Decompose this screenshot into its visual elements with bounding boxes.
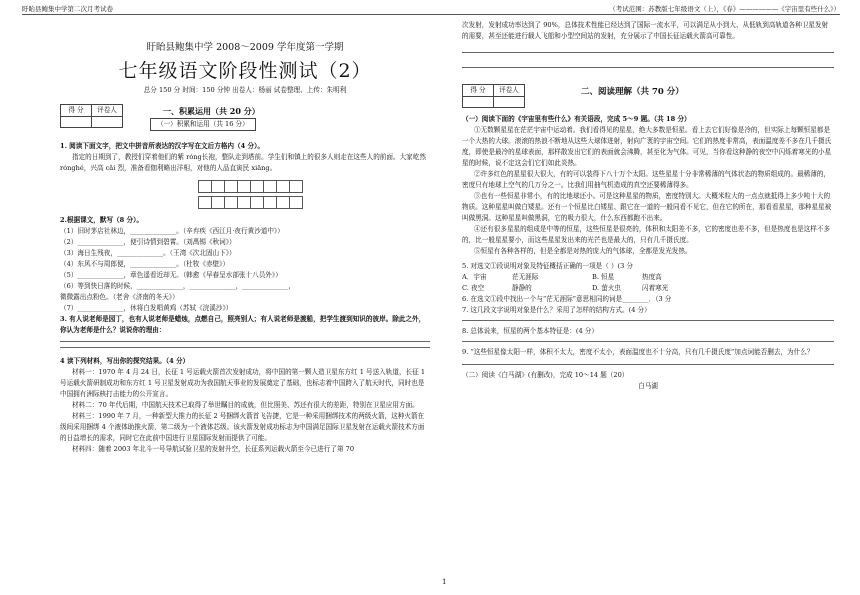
header-scope: （考试范围：苏教版七年级语文（上），《春》——————《宇宙里有些什么》） — [609, 5, 840, 13]
answer-line[interactable] — [462, 320, 834, 321]
q2-line: 微微露出点粉色。（老舍《济南的冬天》） — [60, 293, 179, 301]
q5-option-desc: 静静的 — [512, 284, 532, 292]
reading1-paragraph: ②许多红色的星星很大很大，有的可以装得下八十万个太阳。这些星星十分非常稀薄的气体状态的物质组成的。最稀薄的，密度只有地球上空气的几万分之一。比我们用抽气机造成的真空还要稀薄得多。 — [462, 170, 831, 189]
q4-heading: 4 读下列材料，写出你的探究结果。（4 分） — [60, 357, 190, 365]
q5-options — [462, 272, 834, 294]
answer-line[interactable] — [462, 341, 834, 342]
q1-heading: 1. 阅读下面文字，把文中拼音所表达的汉字写在文后方格内（4 分）。 — [60, 142, 264, 150]
answer-line[interactable] — [462, 67, 834, 68]
score-cell[interactable] — [463, 97, 494, 108]
section2-title: 二、阅读理解（共 70 分） — [581, 87, 684, 97]
answer-line[interactable] — [462, 364, 834, 365]
page-header — [0, 0, 860, 14]
q2-line: （6）等到快日落的时候，______________，______________，______________， — [60, 282, 295, 290]
q5-text: 5. 对选文①段说明对象及特征概括正确的一项是（ ）(3 分 — [462, 262, 634, 270]
answer-line[interactable] — [60, 347, 430, 348]
section1-subtitle: （一）积累和运用（共 16 分） — [150, 118, 256, 131]
q5-option[interactable]: B. 恒星 — [592, 273, 615, 281]
q5-option-desc: 闪着寒光 — [642, 284, 669, 292]
q4-material: 材料三：1990 年 7 月，一种新型大推力的长征 2 号捆绑火箭首飞告捷，它是一种采用捆绑技术的两级火箭，这种火箭在级间采用捆绑 4 个液体助推火箭，第二级为一个液体芯级。该火箭发射成功标志为中国满足国际卫星发射在运载火箭技术方面的日益增长的需求，同时它在此前中国进行卫星国际发射而提供了可能。 — [60, 412, 425, 442]
exam-meta: 总分 150 分 时间：150 分钟 出卷人：杨丽 试卷整理、上传：朱明利 — [143, 86, 347, 94]
grader-cell[interactable] — [494, 97, 525, 108]
q5-option[interactable]: D. 萤火虫 — [592, 284, 622, 292]
school-line: 盱眙县鲍集中学 2008～2009 学年度第一学期 — [146, 42, 344, 53]
right-column — [462, 20, 834, 392]
section1-title: 一、积累运用（共 20 分） — [163, 106, 260, 116]
q7-text: 7. 这几段文字说明对象是什么？采用了怎样的结构方式。(4 分） — [462, 306, 651, 314]
q4-material: 材料四：随着 2003 年北斗一号导航试验卫星的发射升空，长征系列运载火箭至今已进行了第 70 — [72, 445, 355, 453]
q2-line: （7）______________，休将白发唱黄鸡（苏轼《浣溪沙》） — [60, 304, 233, 312]
header-rule — [22, 14, 840, 15]
q1-passage: 指定的日期到了，教授们穿着他们的紫 róng长袍，整队走到塔前。学生们和镇上的很多人则走在这些人的前面。大家屹然 rónghé，兴高 cǎi 烈，准备看伽利略出洋相，对他的人品直寅民 xiāng。 — [60, 153, 426, 172]
q2-line: （4）东风不与周郎便，______________。（杜牧《赤壁》） — [60, 260, 230, 268]
reading2-title: 白马湖 — [638, 382, 658, 390]
score-label: 得 分 — [61, 105, 92, 117]
q2-line: （5）______________，章色遥看近却无。（韩愈《早春呈水部张十八员外》） — [60, 271, 282, 279]
q2-line: （1）旧时茅店社林边，______________。（辛弃疾《西江月·夜行黄沙道中》） — [60, 227, 284, 235]
q5-option-desc: 茫无涯际 — [512, 273, 539, 281]
page-number: 1 — [442, 578, 447, 586]
grader-label: 评卷人 — [494, 85, 525, 97]
q9-text: 9. “这些恒星像太阳一样，体积不太大，密度不太小，表面温度也不十分高，只有几千摄氏度”加点词能否删去，为什么？ — [462, 348, 814, 356]
left-column — [60, 20, 430, 455]
answer-line[interactable] — [60, 341, 430, 342]
q5-option[interactable]: A．宇宙 — [462, 273, 487, 281]
score-box — [462, 84, 525, 108]
score-label: 得 分 — [463, 85, 494, 97]
reading1-heading: （一）阅读下面的《宇宙里有些什么》有关语段，完成 5～9 题。（共 18 分） — [462, 115, 691, 123]
q2-line: （3）海日生残夜，______________。（王湾《次北固山下》） — [60, 249, 236, 257]
q3-heading: 3. 有人说老师是园丁，也有人说老师是蜡烛，点燃自己，照亮别人；有人说老师是渡船，把学生渡到知识的彼岸。除此之外，你认为老师是什么？说说你的理由： — [60, 315, 426, 334]
q4-material: 材料二：70 年代后期，中国航天技术已取得了举世瞩目的成就，但比照美、苏还有很大的差距，特别在卫星应用方面。 — [72, 401, 419, 409]
q1-answer-grid[interactable] — [198, 180, 303, 209]
q2-heading: 2.根据课文，默写（8 分）。 — [60, 216, 143, 224]
q4-material: 材料一：1970 年 4 月 24 日，长征 1 号运载火箭首次发射成功，将中国的第一颗人造卫星东方红 1 号送入轨道，长征 1 号运载火箭研制成功和东方红 1 号卫星发射成功为我国航天事业的发展奠定了基础，也标志着中国跨入了航天时代，同时也是中国拥有洲际核打击能力的公开宣言。 — [60, 368, 426, 398]
q6-text: 6. 在选文①段中找出一个与“茫无涯际”意思相同的词是________．（3 分 — [462, 295, 672, 303]
header-school: 盱眙县鲍集中学第二次月考试卷 — [22, 5, 113, 13]
q8-text: 8. 总体说来，恒星的两个基本特征是：(4 分） — [462, 327, 598, 335]
q5-option[interactable]: C. 夜空 — [462, 284, 485, 292]
reading1-paragraph: ①无数颗星星在茫茫宇宙中运动着。我们看得见的星星，绝大多数是恒星。看上去它们好像是冷的，但实际上每颗恒星都是一个大热的大球。滚滚的热浪不断地从这些大球体迸射，射向广袤的宇宙空间。它们的热度非常高，表面温度差不多在几千摄氏度，即使是最冷的星球表面，那样散发出它们的表面就会沸腾，甚至化为气体。可见，当你看这种静的夜空中闪烁着寒光的小星星的时候，说不定这会们它们如此炎热。 — [462, 126, 832, 167]
reading1-paragraph: ④还有很多星星的组成是中等的恒星，这些恒星是很亮的，体积和太阳差不多，它的密度也差不多，但是热度也是这样不多的，比一般星星要小，而这些星星发出来的光芒也是最大的，只有几千摄氏度。 — [462, 225, 831, 244]
exam-title: 七年级语文阶段性测试（2） — [118, 60, 372, 82]
reading1-paragraph: ③也有一些恒星非常小，有的比地球还小。可是这种星星的物质，密度特别大。大概米粒大的一点点就抵得上多少吨十大的物质。这种星星叫做白矮星。还有一个恒星比白矮星、跟它在一道的一般同看不见它，但在它的所在，那看看星星，那种星星被叫做黑洞。这种星星叫做黑洞，它的吸力很大，什么东西都跑不出来。 — [462, 192, 832, 222]
reading1-paragraph: ⑤恒星有各种各样的，但是全都是对热的庞大的气体球，全都是发光发热。 — [474, 247, 692, 255]
q5-option-desc: 热度高 — [642, 273, 662, 281]
grader-label: 评卷人 — [92, 105, 123, 117]
q4-continued: 次发射，发射成功率达到了 90%，总体技术性能已经达到了国际一流水平，可以满足从小到大、从低轨到高轨道各种卫星发射的需要，甚至还能进行载人飞船和小型空间站的发射，充分展示了中国长征运载火箭高可靠性。 — [462, 21, 829, 40]
q2-line: （2）______________，便引诗情到碧霄。（刘禹锡《秋词》） — [60, 238, 236, 246]
reading2-heading: （二）阅读《白马湖》(有删改)，完成 10～14 题（20） — [462, 371, 629, 379]
answer-line[interactable] — [462, 52, 834, 53]
section2-header — [462, 84, 834, 108]
